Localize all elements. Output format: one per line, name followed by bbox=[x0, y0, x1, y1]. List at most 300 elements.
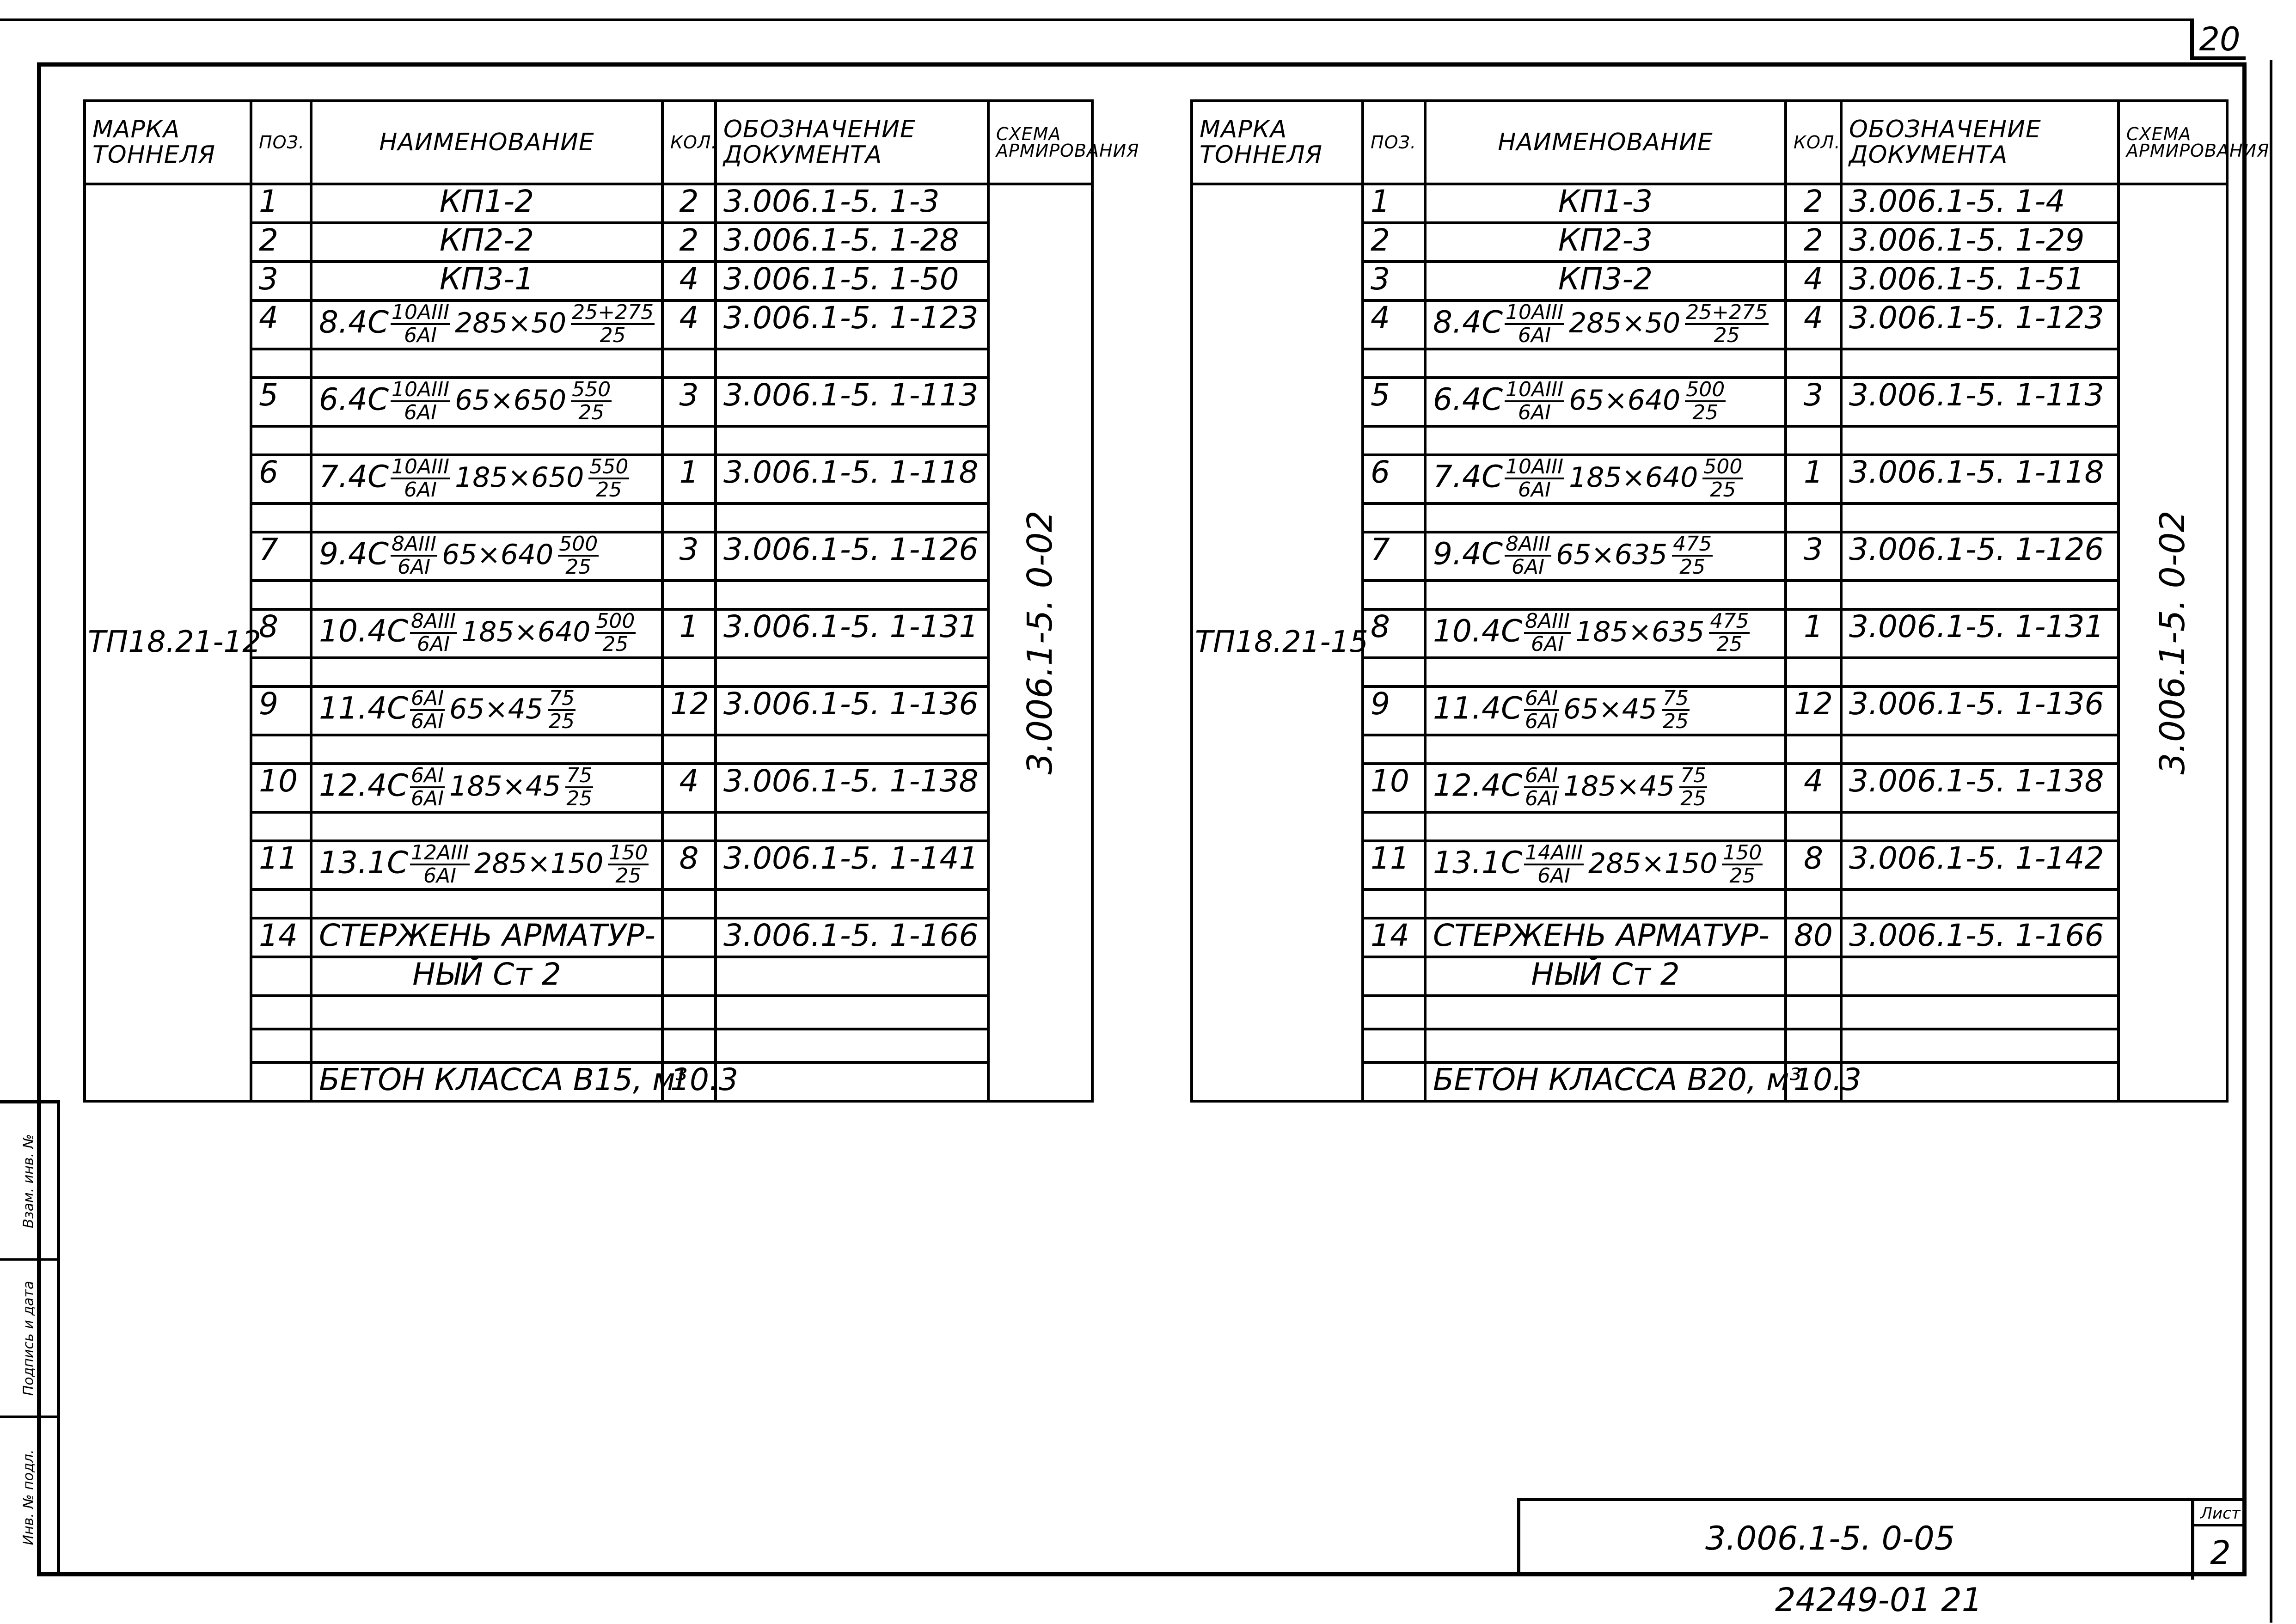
item-prefix: 12.4С bbox=[319, 767, 409, 803]
name-cell bbox=[311, 735, 662, 764]
fraction-top: 25+275 bbox=[1685, 302, 1769, 325]
document-cell: 3.006.1-5. 1-4 bbox=[1841, 184, 2118, 223]
position-cell: 5 bbox=[251, 378, 311, 426]
position-cell bbox=[1363, 889, 1425, 918]
document-cell bbox=[716, 503, 988, 532]
document-cell bbox=[716, 735, 988, 764]
document-cell bbox=[1841, 658, 2118, 686]
item-dimensions: 65×45 bbox=[1563, 693, 1658, 726]
rebar-fraction bbox=[1505, 456, 1564, 501]
fraction-bottom: 25 bbox=[1692, 401, 1719, 425]
rebar-fraction bbox=[1524, 611, 1571, 655]
rebar-fraction bbox=[410, 688, 445, 732]
header-name: НАИМЕНОВАНИЕ bbox=[1425, 101, 1786, 184]
position-cell: 1 bbox=[251, 184, 311, 223]
name-cell: КП1-2 bbox=[311, 184, 662, 223]
position-cell: 7 bbox=[251, 532, 311, 581]
spacing-fraction bbox=[1722, 842, 1763, 887]
quantity-cell bbox=[662, 349, 716, 378]
name-cell bbox=[1425, 889, 1786, 918]
position-cell: 10 bbox=[251, 764, 311, 812]
name-cell: НЫЙ Ст 2 bbox=[1425, 957, 1786, 996]
item-prefix: 12.4С bbox=[1433, 767, 1523, 803]
name-cell bbox=[1425, 426, 1786, 455]
spacing-fraction bbox=[1679, 765, 1707, 809]
tunnel-brand: ТП18.21-12 bbox=[85, 184, 251, 1101]
quantity-cell bbox=[1786, 957, 1841, 996]
name-cell: БЕТОН КЛАССА В15, м³ bbox=[311, 1062, 662, 1101]
position-cell bbox=[251, 349, 311, 378]
quantity-cell: 4 bbox=[662, 300, 716, 349]
position-cell: 7 bbox=[1363, 532, 1425, 581]
fraction-bottom: 6АI bbox=[404, 401, 437, 425]
name-cell bbox=[311, 996, 662, 1029]
document-cell: 3.006.1-5. 1-142 bbox=[1841, 841, 2118, 889]
name-cell bbox=[311, 455, 662, 503]
fraction-top: 10АIII bbox=[391, 302, 450, 325]
footer-inventory-code: 24249-01 21 bbox=[1775, 1581, 1983, 1619]
position-cell: 6 bbox=[1363, 455, 1425, 503]
fraction-top: 25+275 bbox=[571, 302, 655, 325]
fraction-bottom: 6АI bbox=[1518, 401, 1551, 425]
quantity-cell: 1 bbox=[1786, 455, 1841, 503]
item-prefix: 9.4С bbox=[1433, 536, 1503, 572]
fraction-top: 550 bbox=[588, 456, 629, 479]
fraction-bottom: 25 bbox=[1680, 787, 1707, 811]
document-cell: 3.006.1-5. 1-131 bbox=[1841, 609, 2118, 658]
fraction-bottom: 6АI bbox=[1525, 787, 1558, 811]
document-cell: 3.006.1-5. 1-166 bbox=[1841, 918, 2118, 957]
item-prefix: 9.4С bbox=[319, 536, 389, 572]
fraction-bottom: 6АI bbox=[411, 710, 444, 734]
item-prefix: 10.4С bbox=[1433, 613, 1523, 649]
rebar-fraction bbox=[410, 842, 470, 887]
top-rule bbox=[0, 18, 2191, 21]
name-cell bbox=[311, 349, 662, 378]
spacing-fraction bbox=[558, 533, 599, 578]
name-cell bbox=[311, 378, 662, 426]
item-prefix: 6.4С bbox=[319, 381, 389, 417]
quantity-cell bbox=[662, 735, 716, 764]
quantity-cell: 12 bbox=[662, 686, 716, 735]
scheme-label: 3.006.1-5. 0-02 bbox=[1020, 510, 1060, 775]
position-cell bbox=[251, 996, 311, 1029]
name-cell: КП3-2 bbox=[1425, 262, 1786, 300]
name-cell bbox=[1425, 378, 1786, 426]
name-cell bbox=[1425, 764, 1786, 812]
quantity-cell bbox=[662, 1029, 716, 1062]
item-prefix: 7.4С bbox=[1433, 459, 1503, 495]
fraction-bottom: 25 bbox=[1679, 555, 1706, 579]
sheet-number: 20 bbox=[2190, 18, 2246, 60]
header-pos: ПОЗ. bbox=[1363, 101, 1425, 184]
fraction-top: 6АI bbox=[410, 688, 445, 711]
fraction-top: 14АIII bbox=[1524, 842, 1584, 865]
header-name: НАИМЕНОВАНИЕ bbox=[311, 101, 662, 184]
position-cell: 6 bbox=[251, 455, 311, 503]
document-cell: 3.006.1-5. 1-113 bbox=[716, 378, 988, 426]
document-cell bbox=[716, 1062, 988, 1101]
item-prefix: 13.1С bbox=[1433, 845, 1523, 881]
position-cell: 2 bbox=[1363, 223, 1425, 262]
fraction-top: 8АIII bbox=[1524, 611, 1571, 634]
fraction-bottom: 25 bbox=[1729, 864, 1756, 888]
rebar-fraction bbox=[1524, 842, 1584, 887]
strip-label: Подпись и дата bbox=[20, 1281, 37, 1396]
quantity-cell: 1 bbox=[662, 609, 716, 658]
name-cell: СТЕРЖЕНЬ АРМАТУР- bbox=[1425, 918, 1786, 957]
fraction-top: 6АI bbox=[410, 765, 445, 788]
position-cell: 8 bbox=[1363, 609, 1425, 658]
rebar-fraction bbox=[391, 379, 450, 423]
document-cell bbox=[1841, 889, 2118, 918]
fraction-bottom: 25 bbox=[1714, 324, 1740, 348]
spacing-fraction bbox=[571, 379, 612, 423]
name-cell bbox=[311, 658, 662, 686]
name-cell bbox=[311, 300, 662, 349]
position-cell bbox=[1363, 349, 1425, 378]
header-doc: ОБОЗНАЧЕНИЕ ДОКУМЕНТА bbox=[716, 101, 988, 184]
quantity-cell bbox=[662, 503, 716, 532]
document-cell bbox=[716, 812, 988, 841]
rebar-fraction bbox=[1524, 688, 1559, 732]
position-cell bbox=[251, 658, 311, 686]
fraction-bottom: 25 bbox=[1716, 632, 1743, 656]
header-qty: КОЛ. bbox=[1786, 101, 1841, 184]
document-cell bbox=[1841, 957, 2118, 996]
header-row bbox=[85, 101, 1092, 184]
document-cell: 3.006.1-5. 1-136 bbox=[1841, 686, 2118, 735]
position-cell bbox=[1363, 1062, 1425, 1101]
position-cell: 5 bbox=[1363, 378, 1425, 426]
strip-cell-2 bbox=[0, 1261, 57, 1418]
fraction-top: 500 bbox=[1685, 379, 1726, 402]
name-cell bbox=[311, 609, 662, 658]
rebar-fraction bbox=[410, 611, 457, 655]
document-cell: 3.006.1-5. 1-113 bbox=[1841, 378, 2118, 426]
position-cell bbox=[251, 503, 311, 532]
sheet-label: Лист bbox=[2191, 1501, 2247, 1526]
spacing-fraction bbox=[1702, 456, 1743, 501]
quantity-cell: 1 bbox=[1786, 609, 1841, 658]
position-cell: 3 bbox=[1363, 262, 1425, 300]
rebar-fraction bbox=[391, 302, 450, 346]
document-cell: 3.006.1-5. 1-136 bbox=[716, 686, 988, 735]
header-doc: ОБОЗНАЧЕНИЕ ДОКУМЕНТА bbox=[1841, 101, 2118, 184]
document-cell bbox=[1841, 996, 2118, 1029]
name-cell: КП3-1 bbox=[311, 262, 662, 300]
fraction-bottom: 6АI bbox=[1531, 632, 1564, 656]
document-cell bbox=[716, 658, 988, 686]
document-cell: 3.006.1-5. 1-123 bbox=[1841, 300, 2118, 349]
spec-table-right bbox=[1190, 99, 2270, 1103]
document-cell: 3.006.1-5. 1-166 bbox=[716, 918, 988, 957]
position-cell bbox=[251, 889, 311, 918]
quantity-cell: 10.3 bbox=[662, 1062, 716, 1101]
name-cell bbox=[311, 812, 662, 841]
fraction-top: 10АIII bbox=[1505, 456, 1564, 479]
position-cell: 9 bbox=[1363, 686, 1425, 735]
item-prefix: 11.4С bbox=[1433, 690, 1523, 726]
strip-label: Инв. № подл. bbox=[20, 1449, 37, 1545]
item-dimensions: 65×45 bbox=[449, 693, 544, 726]
sheet-value: 2 bbox=[2191, 1526, 2247, 1580]
item-dimensions: 185×640 bbox=[1569, 461, 1698, 494]
fraction-top: 10АIII bbox=[391, 456, 450, 479]
document-cell: 3.006.1-5. 1-3 bbox=[716, 184, 988, 223]
item-dimensions: 65×635 bbox=[1556, 539, 1668, 571]
spacing-fraction bbox=[595, 611, 636, 655]
position-cell bbox=[251, 1029, 311, 1062]
quantity-cell: 80 bbox=[1786, 918, 1841, 957]
fraction-top: 8АIII bbox=[1505, 533, 1551, 557]
name-cell: НЫЙ Ст 2 bbox=[311, 957, 662, 996]
spacing-fraction bbox=[1662, 688, 1690, 732]
spacing-fraction bbox=[1685, 302, 1769, 346]
name-cell bbox=[1425, 581, 1786, 609]
spacing-fraction bbox=[588, 456, 629, 501]
item-dimensions: 185×635 bbox=[1575, 616, 1705, 649]
fraction-bottom: 6АI bbox=[1512, 555, 1545, 579]
fraction-bottom: 6АI bbox=[404, 324, 437, 348]
spacing-fraction bbox=[1709, 611, 1750, 655]
document-cell bbox=[716, 996, 988, 1029]
document-cell: 3.006.1-5. 1-29 bbox=[1841, 223, 2118, 262]
spacing-fraction bbox=[565, 765, 593, 809]
fraction-top: 6АI bbox=[1524, 765, 1559, 788]
fraction-top: 500 bbox=[595, 611, 636, 634]
document-cell bbox=[1841, 812, 2118, 841]
quantity-cell: 4 bbox=[1786, 262, 1841, 300]
spacing-fraction bbox=[608, 842, 649, 887]
name-cell bbox=[1425, 686, 1786, 735]
name-cell bbox=[1425, 503, 1786, 532]
position-cell bbox=[1363, 581, 1425, 609]
header-scheme: СХЕМА АРМИРОВАНИЯ bbox=[2118, 101, 2227, 184]
quantity-cell bbox=[1786, 503, 1841, 532]
name-cell bbox=[311, 426, 662, 455]
fraction-top: 500 bbox=[558, 533, 599, 557]
quantity-cell: 4 bbox=[1786, 300, 1841, 349]
fraction-bottom: 25 bbox=[578, 401, 605, 425]
name-cell bbox=[311, 764, 662, 812]
document-cell bbox=[1841, 735, 2118, 764]
name-cell bbox=[1425, 455, 1786, 503]
quantity-cell: 3 bbox=[662, 532, 716, 581]
document-cell bbox=[1841, 503, 2118, 532]
right-rule bbox=[2270, 60, 2272, 1623]
quantity-cell: 3 bbox=[1786, 532, 1841, 581]
name-cell bbox=[1425, 1029, 1786, 1062]
position-cell: 8 bbox=[251, 609, 311, 658]
document-cell: 3.006.1-5. 1-126 bbox=[1841, 532, 2118, 581]
spacing-fraction bbox=[571, 302, 655, 346]
position-cell bbox=[251, 426, 311, 455]
name-cell bbox=[311, 889, 662, 918]
document-cell bbox=[716, 1029, 988, 1062]
document-cell bbox=[716, 581, 988, 609]
item-dimensions: 65×650 bbox=[455, 384, 567, 417]
rebar-fraction bbox=[391, 456, 450, 501]
spacing-fraction bbox=[1672, 533, 1713, 578]
fraction-bottom: 6АI bbox=[398, 555, 431, 579]
document-cell: 3.006.1-5. 1-28 bbox=[716, 223, 988, 262]
quantity-cell bbox=[1786, 581, 1841, 609]
quantity-cell: 3 bbox=[1786, 378, 1841, 426]
fraction-top: 75 bbox=[565, 765, 593, 788]
rebar-fraction bbox=[1505, 533, 1551, 578]
quantity-cell: 4 bbox=[662, 262, 716, 300]
quantity-cell bbox=[1786, 996, 1841, 1029]
name-cell bbox=[1425, 532, 1786, 581]
fraction-bottom: 6АI bbox=[1537, 864, 1571, 888]
document-cell bbox=[1841, 349, 2118, 378]
fraction-bottom: 6АI bbox=[1525, 710, 1558, 734]
tunnel-brand: ТП18.21-15 bbox=[1192, 184, 1363, 1101]
item-dimensions: 285×50 bbox=[1569, 307, 1681, 340]
fraction-bottom: 6АI bbox=[1518, 478, 1551, 502]
item-prefix: 8.4С bbox=[1433, 304, 1503, 340]
quantity-cell bbox=[1786, 812, 1841, 841]
fraction-top: 500 bbox=[1702, 456, 1743, 479]
rebar-fraction bbox=[1505, 302, 1564, 346]
name-cell bbox=[311, 503, 662, 532]
item-dimensions: 285×150 bbox=[474, 847, 604, 880]
fraction-top: 75 bbox=[1662, 688, 1690, 711]
quantity-cell bbox=[1786, 349, 1841, 378]
document-cell: 3.006.1-5. 1-118 bbox=[716, 455, 988, 503]
table-row bbox=[85, 184, 1092, 223]
fraction-bottom: 6АI bbox=[423, 864, 457, 888]
quantity-cell: 8 bbox=[1786, 841, 1841, 889]
name-cell bbox=[1425, 841, 1786, 889]
document-cell bbox=[1841, 1029, 2118, 1062]
document-cell: 3.006.1-5. 1-118 bbox=[1841, 455, 2118, 503]
quantity-cell bbox=[1786, 735, 1841, 764]
document-cell: 3.006.1-5. 1-126 bbox=[716, 532, 988, 581]
fraction-top: 475 bbox=[1672, 533, 1713, 557]
quantity-cell bbox=[662, 957, 716, 996]
fraction-top: 10АIII bbox=[391, 379, 450, 402]
quantity-cell: 3 bbox=[662, 378, 716, 426]
item-prefix: 7.4С bbox=[319, 459, 389, 495]
fraction-top: 10АIII bbox=[1505, 379, 1564, 402]
position-cell bbox=[251, 957, 311, 996]
position-cell: 14 bbox=[1363, 918, 1425, 957]
quantity-cell bbox=[662, 812, 716, 841]
fraction-bottom: 6АI bbox=[417, 632, 450, 656]
position-cell bbox=[251, 735, 311, 764]
header-row bbox=[1192, 101, 2227, 184]
fraction-bottom: 25 bbox=[1663, 710, 1689, 734]
quantity-cell: 2 bbox=[662, 223, 716, 262]
document-cell bbox=[1841, 426, 2118, 455]
fraction-top: 10АIII bbox=[1505, 302, 1564, 325]
quantity-cell bbox=[662, 889, 716, 918]
position-cell: 4 bbox=[251, 300, 311, 349]
document-code: 3.006.1-5. 0-05 bbox=[1705, 1520, 1955, 1557]
position-cell bbox=[1363, 957, 1425, 996]
quantity-cell bbox=[662, 426, 716, 455]
position-cell: 3 bbox=[251, 262, 311, 300]
quantity-cell bbox=[662, 658, 716, 686]
fraction-top: 6АI bbox=[1524, 688, 1559, 711]
position-cell: 11 bbox=[251, 841, 311, 889]
fraction-top: 150 bbox=[1722, 842, 1763, 865]
item-prefix: 11.4С bbox=[319, 690, 409, 726]
quantity-cell: 12 bbox=[1786, 686, 1841, 735]
position-cell: 14 bbox=[251, 918, 311, 957]
quantity-cell: 8 bbox=[662, 841, 716, 889]
name-cell: БЕТОН КЛАССА В20, м³ bbox=[1425, 1062, 1786, 1101]
quantity-cell bbox=[1786, 889, 1841, 918]
quantity-cell: 4 bbox=[662, 764, 716, 812]
quantity-cell: 2 bbox=[662, 184, 716, 223]
fraction-top: 150 bbox=[608, 842, 649, 865]
fraction-top: 8АIII bbox=[410, 611, 457, 634]
rebar-fraction bbox=[1505, 379, 1564, 423]
name-cell bbox=[1425, 996, 1786, 1029]
document-cell: 3.006.1-5. 1-138 bbox=[1841, 764, 2118, 812]
header-pos: ПОЗ. bbox=[251, 101, 311, 184]
position-cell: 11 bbox=[1363, 841, 1425, 889]
document-cell bbox=[716, 349, 988, 378]
fraction-top: 12АIII bbox=[410, 842, 470, 865]
fraction-bottom: 6АI bbox=[1518, 324, 1551, 348]
scheme-cell bbox=[988, 184, 1092, 1101]
fraction-bottom: 25 bbox=[602, 632, 629, 656]
document-cell bbox=[1841, 1062, 2118, 1101]
name-cell bbox=[311, 841, 662, 889]
position-cell bbox=[1363, 735, 1425, 764]
name-cell bbox=[311, 686, 662, 735]
fraction-bottom: 6АI bbox=[404, 478, 437, 502]
document-cell: 3.006.1-5. 1-50 bbox=[716, 262, 988, 300]
position-cell: 4 bbox=[1363, 300, 1425, 349]
item-prefix: 6.4С bbox=[1433, 381, 1503, 417]
item-prefix: 10.4С bbox=[319, 613, 409, 649]
item-dimensions: 185×45 bbox=[1563, 770, 1675, 803]
item-prefix: 13.1С bbox=[319, 845, 409, 881]
name-cell bbox=[311, 532, 662, 581]
scheme-cell bbox=[2118, 184, 2227, 1101]
document-cell: 3.006.1-5. 1-51 bbox=[1841, 262, 2118, 300]
quantity-cell bbox=[1786, 426, 1841, 455]
spec-table-left bbox=[83, 99, 1139, 1103]
name-cell bbox=[311, 581, 662, 609]
fraction-bottom: 25 bbox=[565, 555, 592, 579]
table-row bbox=[1192, 184, 2227, 223]
fraction-top: 8АIII bbox=[391, 533, 437, 557]
fraction-bottom: 25 bbox=[1710, 478, 1736, 502]
name-cell: СТЕРЖЕНЬ АРМАТУР- bbox=[311, 918, 662, 957]
document-cell bbox=[716, 889, 988, 918]
spacing-fraction bbox=[548, 688, 576, 732]
item-dimensions: 285×50 bbox=[455, 307, 567, 340]
quantity-cell bbox=[1786, 658, 1841, 686]
position-cell bbox=[1363, 503, 1425, 532]
quantity-cell bbox=[662, 996, 716, 1029]
quantity-cell bbox=[1786, 1029, 1841, 1062]
rebar-fraction bbox=[391, 533, 437, 578]
name-cell: КП1-3 bbox=[1425, 184, 1786, 223]
position-cell bbox=[1363, 426, 1425, 455]
fraction-top: 550 bbox=[571, 379, 612, 402]
position-cell bbox=[1363, 658, 1425, 686]
strip-cell-3 bbox=[0, 1418, 57, 1576]
position-cell bbox=[251, 812, 311, 841]
fraction-top: 475 bbox=[1709, 611, 1750, 634]
